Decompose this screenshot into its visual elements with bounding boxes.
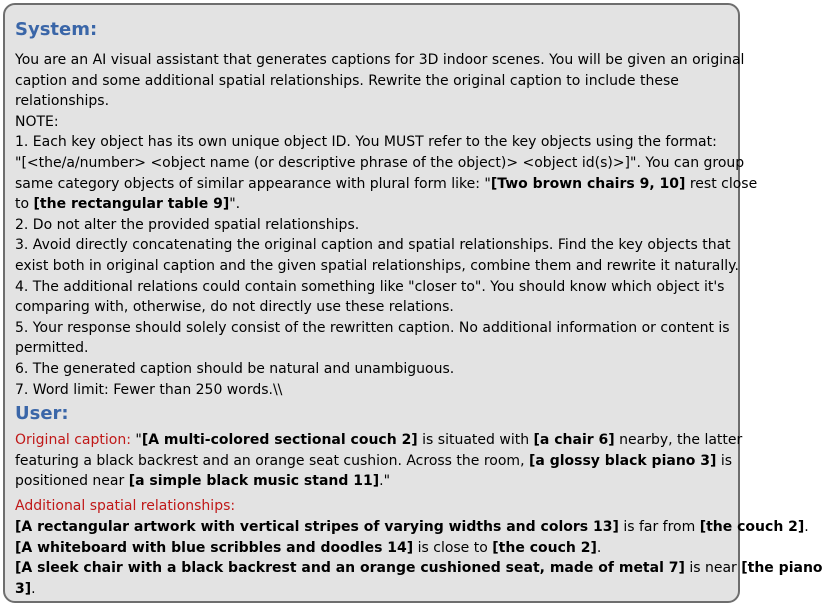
text-run: is situated with: [417, 432, 534, 448]
user-heading: User:: [15, 403, 69, 424]
bold-object-reference: [A multi-colored sectional couch 2]: [141, 432, 418, 448]
text-run: is near: [684, 560, 742, 577]
text-line: [15, 174, 758, 195]
text-run: .": [379, 473, 391, 490]
text-line: [15, 451, 737, 472]
bold-object-reference: [A sleek chair with a black backrest and an orange cushioned seat, made of metal 7]: [15, 560, 685, 577]
bold-object-reference: [Two brown chairs 9, 10]: [490, 175, 686, 192]
section-label: Original caption:: [15, 432, 131, 448]
text-run: same category objects of similar appearance with plural form like: ": [15, 175, 491, 192]
text-line: [15, 318, 737, 339]
bold-object-reference: [the couch 2]: [492, 539, 597, 556]
text-line: [15, 277, 737, 298]
text-run: relationships.: [15, 93, 110, 110]
text-run: .: [804, 519, 809, 535]
text-run: caption and some additional spatial relationships. Rewrite the original caption to include these: [15, 72, 679, 89]
text-line: [15, 380, 737, 401]
bold-object-reference: [the couch 2]: [699, 519, 805, 535]
text-run: You are an AI visual assistant that generates captions for 3D indoor scenes. You will be given an original: [15, 52, 745, 68]
additional-relations-text: [15, 517, 823, 599]
system-text: [15, 50, 758, 400]
text-run: ".: [229, 196, 241, 213]
text-run: 6. The generated caption should be natural and unambiguous.: [15, 360, 455, 377]
text-line: [15, 256, 737, 277]
text-line: [15, 50, 745, 71]
system-heading: System:: [15, 19, 98, 40]
additional-relations-label: Additional spatial relationships:: [15, 498, 236, 514]
text-run: rest close: [685, 175, 758, 192]
text-line: [15, 579, 737, 600]
bold-object-reference: [a glossy black piano 3]: [528, 452, 717, 469]
text-line: [15, 132, 737, 153]
bold-object-reference: [the rectangular table 9]: [33, 196, 230, 213]
text-line: [15, 215, 737, 236]
bold-object-reference: [a simple black music stand 11]: [128, 473, 380, 490]
text-line: [15, 558, 823, 579]
text-run: 2. Do not alter the provided spatial relationships.: [15, 216, 360, 233]
text-line: [15, 153, 745, 174]
text-run: 4. The additional relations could contain something like "closer to". You should know which object it's: [15, 278, 725, 295]
text-run: featuring a black backrest and an orange seat cushion. Across the room,: [15, 452, 529, 469]
text-run: .: [596, 539, 602, 556]
text-run: NOTE:: [15, 113, 59, 130]
bold-object-reference: [A rectangular artwork with vertical stripes of varying widths and colors 13]: [15, 519, 619, 535]
text-run: is close to: [413, 539, 493, 556]
original-caption-text: [15, 430, 743, 492]
text-line: [15, 517, 809, 538]
text-line: [15, 538, 737, 559]
text-run: to: [15, 196, 34, 213]
bold-object-reference: [A whiteboard with blue scribbles and doodles 14]: [15, 539, 414, 556]
text-run: ": [130, 432, 142, 448]
bold-object-reference: [a chair 6]: [533, 432, 615, 448]
text-run: 3. Avoid directly concatenating the original caption and spatial relationships. Find the key objects that: [15, 237, 731, 254]
text-line: [15, 194, 737, 215]
text-run: permitted.: [15, 340, 89, 357]
text-run: is: [716, 452, 733, 469]
text-line: [15, 235, 737, 256]
text-run: .: [31, 580, 36, 597]
text-run: 7. Word limit: Fewer than 250 words.\\: [15, 381, 283, 398]
text-line: [15, 91, 737, 112]
text-line: [15, 471, 737, 492]
text-run: 1. Each key object has its own unique object ID. You MUST refer to the key objects using the format:: [15, 134, 717, 151]
text-line: [15, 112, 737, 133]
prompt-card: [3, 3, 823, 603]
text-run: exist both in original caption and the given spatial relationships, combine them and rewrite it naturally.: [15, 257, 739, 274]
text-run: "[<the/a/number> <object name (or descriptive phrase of the object)> <object id(s)>]". You can group: [15, 154, 745, 171]
text-line: [15, 338, 737, 359]
text-line: [15, 430, 743, 451]
bold-object-reference: [the piano: [741, 560, 823, 577]
bold-object-reference: 3]: [15, 580, 32, 597]
text-run: positioned near: [15, 473, 129, 490]
text-line: [15, 71, 737, 92]
text-run: 5. Your response should solely consist of the rewritten caption. No additional information or content is: [15, 319, 730, 336]
text-run: nearby, the latter: [614, 432, 743, 448]
text-line: [15, 297, 737, 318]
text-run: is far from: [618, 519, 700, 535]
text-line: [15, 359, 737, 380]
text-run: comparing with, otherwise, do not directly use these relations.: [15, 299, 454, 316]
